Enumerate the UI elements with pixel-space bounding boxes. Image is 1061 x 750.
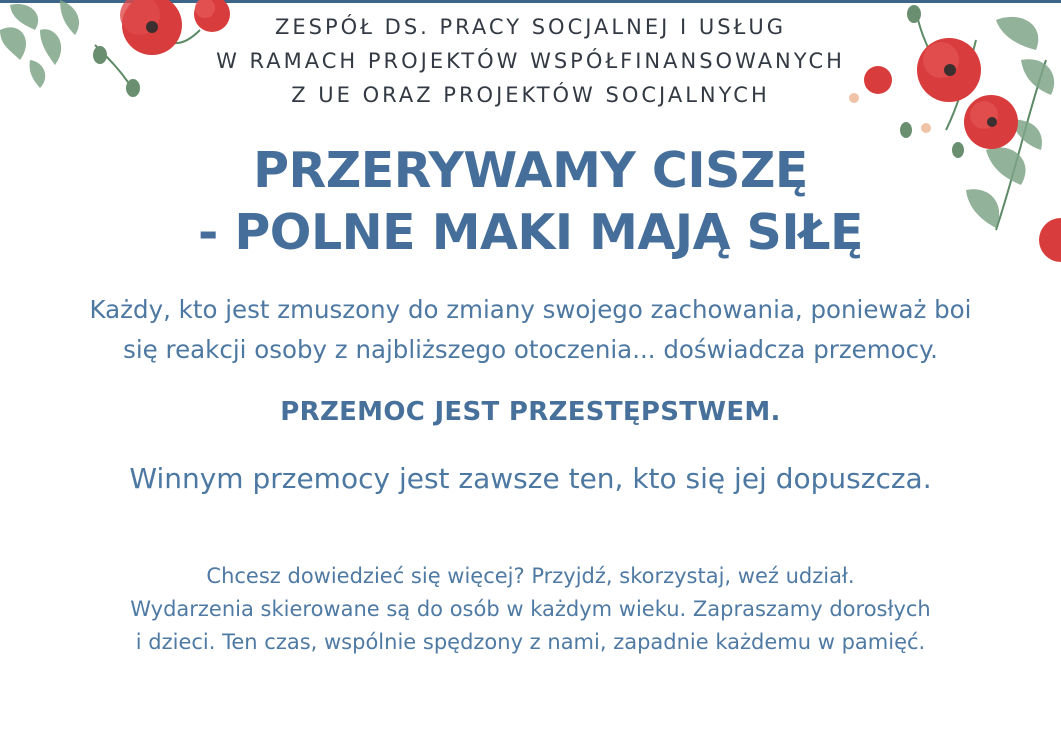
invitation-line: i dzieci. Ten czas, wspólnie spędzony z nami, zapadnie każdemu w pamięć. — [135, 630, 926, 654]
headline — [0, 140, 1061, 264]
lead-line: Każdy, kto jest zmuszony do zmiany swojego zachowania, ponieważ boi — [89, 295, 972, 324]
lead-paragraph — [0, 290, 1061, 370]
organization-line: W RAMACH PROJEKTÓW WSPÓŁFINANSOWANYCH — [216, 49, 845, 73]
organization-line: Z UE ORAZ PROJEKTÓW SOCJALNYCH — [291, 83, 770, 107]
headline-line: - POLNE MAKI MAJĄ SIŁĘ — [197, 204, 864, 261]
organization-line: ZESPÓŁ DS. PRACY SOCJALNEJ I USŁUG — [275, 15, 786, 39]
invitation-line: Chcesz dowiedzieć się więcej? Przyjdź, skorzystaj, weź udział. — [206, 564, 855, 588]
lead-line: się reakcji osoby z najbliższego otoczenia... doświadcza przemocy. — [123, 335, 938, 364]
invitation-line: Wydarzenia skierowane są do osób w każdym wieku. Zapraszamy dorosłych — [130, 597, 931, 621]
emphasis-statement: PRZEMOC JEST PRZESTĘPSTWEM. — [280, 397, 781, 427]
invitation-paragraph — [0, 560, 1061, 659]
organization-name — [0, 10, 1061, 112]
headline-line: PRZERYWAMY CISZĘ — [253, 142, 808, 199]
guilt-statement: Winnym przemocy jest zawsze ten, kto się jej dopuszcza. — [129, 462, 932, 495]
